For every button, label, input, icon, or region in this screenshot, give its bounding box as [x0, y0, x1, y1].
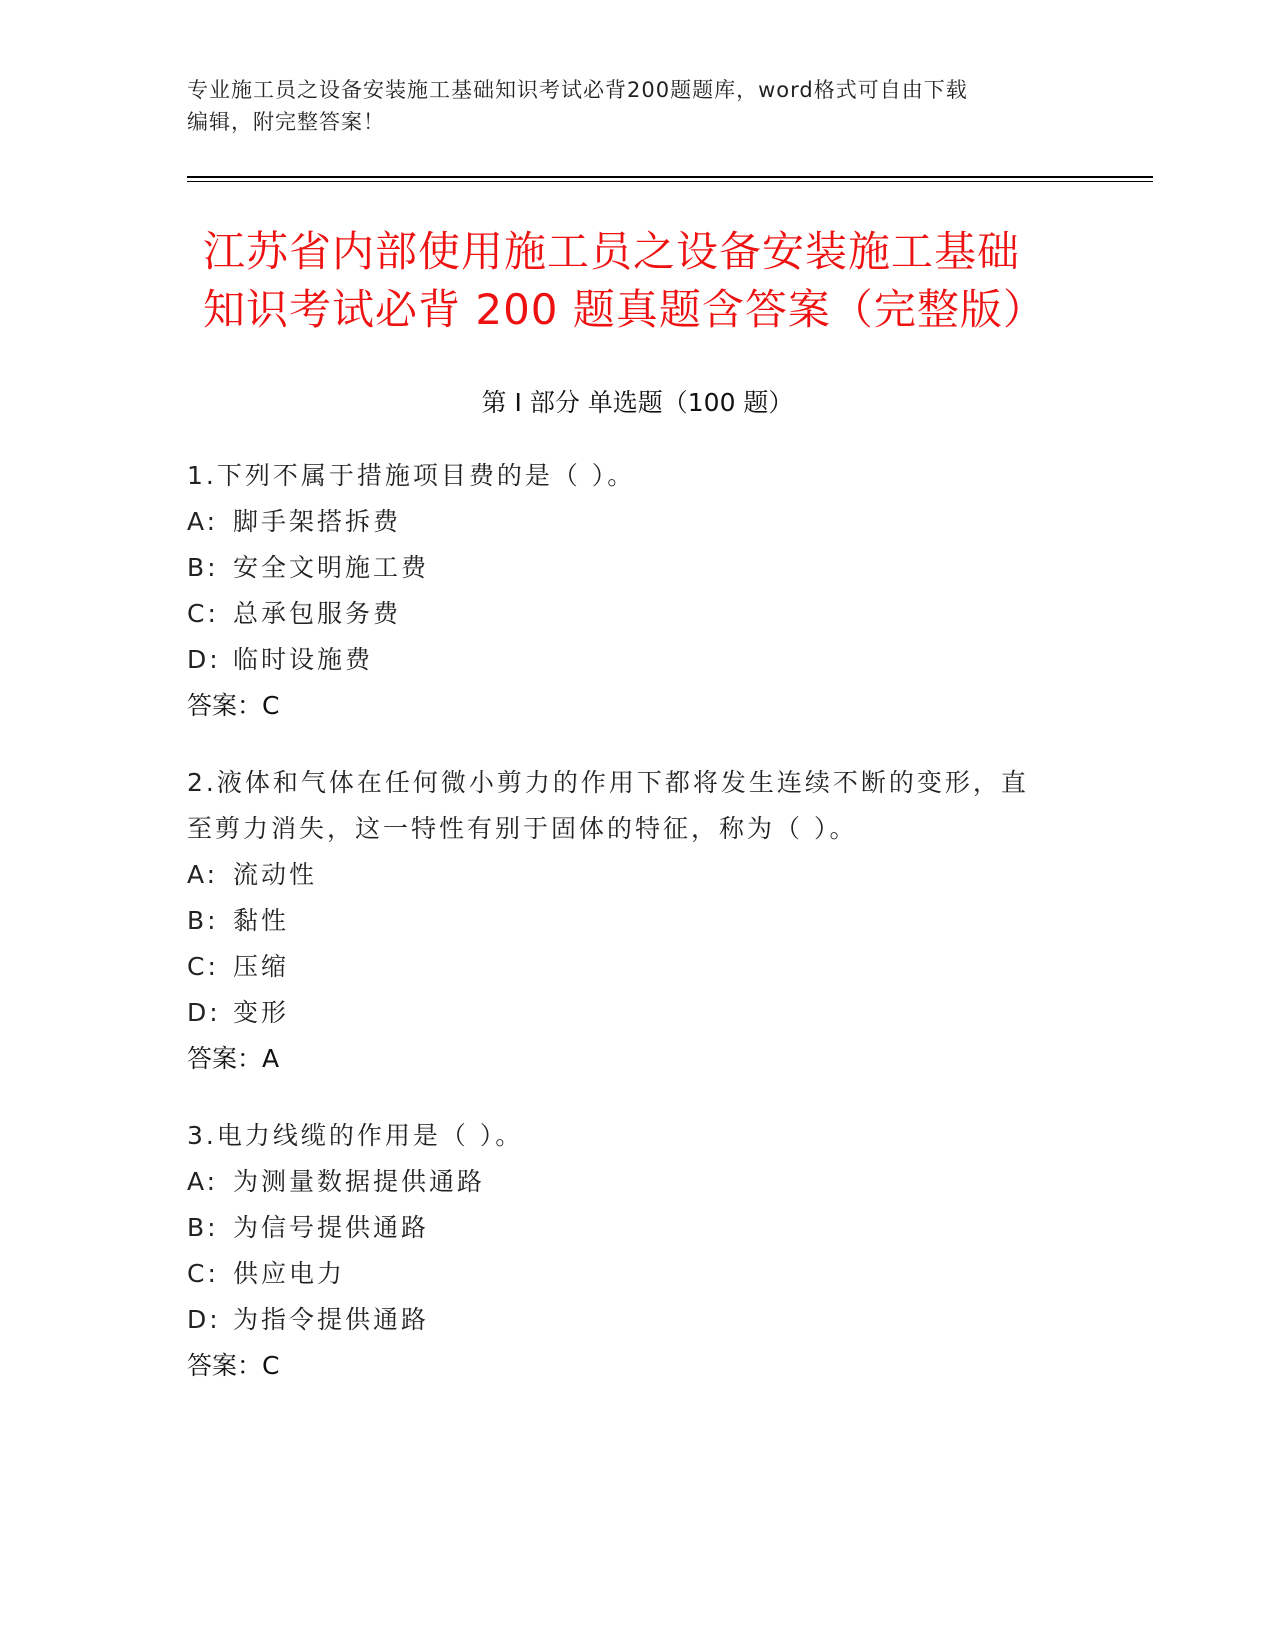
- option-text: 安全文明施工费: [233, 553, 430, 582]
- header-note-line: 专业施工员之设备安装施工基础知识考试必背200题题库，word格式可自由下载: [187, 78, 968, 102]
- option-d: [187, 1297, 1087, 1343]
- option-key: A:: [187, 507, 219, 536]
- option-key: D:: [187, 998, 221, 1027]
- option-b: [187, 898, 1087, 944]
- option-b: [187, 1205, 1087, 1251]
- question-1: [187, 453, 1087, 729]
- option-a: [187, 852, 1087, 898]
- option-text: 流动性: [233, 860, 318, 889]
- option-text: 临时设施费: [233, 645, 374, 674]
- option-key: C:: [187, 1259, 219, 1288]
- answer-line: 答案：C: [187, 1351, 280, 1380]
- option-c: [187, 944, 1087, 990]
- option-text: 供应电力: [233, 1259, 346, 1288]
- option-b: [187, 545, 1087, 591]
- option-c: [187, 591, 1087, 637]
- option-key: B:: [187, 906, 219, 935]
- question-stem: 1.下列不属于措施项目费的是（ ）。: [187, 461, 636, 490]
- answer-line: 答案：C: [187, 691, 280, 720]
- option-a: [187, 499, 1087, 545]
- option-a: [187, 1159, 1087, 1205]
- option-text: 压缩: [233, 952, 290, 981]
- option-key: A:: [187, 860, 219, 889]
- option-key: B:: [187, 1213, 219, 1242]
- option-key: D:: [187, 645, 221, 674]
- option-key: C:: [187, 599, 219, 628]
- question-3: [187, 1113, 1087, 1389]
- document-title-line: 江苏省内部使用施工员之设备安装施工基础: [203, 227, 1021, 276]
- answer-line: 答案：A: [187, 1044, 280, 1073]
- option-text: 变形: [233, 998, 290, 1027]
- question-2: [187, 760, 1087, 1082]
- option-key: A:: [187, 1167, 219, 1196]
- option-text: 为信号提供通路: [233, 1213, 430, 1242]
- option-key: B:: [187, 553, 219, 582]
- header-note-line: 编辑，附完整答案！: [187, 110, 385, 134]
- document-title: [203, 223, 1103, 339]
- option-d: [187, 990, 1087, 1036]
- question-stem: 2.液体和气体在任何微小剪力的作用下都将发生连续不断的变形，直: [187, 768, 1029, 797]
- header-note: [187, 74, 1087, 138]
- option-text: 为指令提供通路: [233, 1305, 430, 1334]
- option-key: D:: [187, 1305, 221, 1334]
- option-text: 黏性: [233, 906, 290, 935]
- header-divider-thin: [187, 181, 1153, 182]
- header-divider-thick: [187, 176, 1153, 178]
- option-text: 脚手架搭拆费: [233, 507, 402, 536]
- option-text: 总承包服务费: [233, 599, 402, 628]
- option-key: C:: [187, 952, 219, 981]
- option-d: [187, 637, 1087, 683]
- document-title-line: 知识考试必背 200 题真题含答案（完整版）: [203, 285, 1046, 334]
- section-heading: 第 I 部分 单选题（100 题）: [481, 388, 794, 417]
- question-stem: 至剪力消失，这一特性有别于固体的特征，称为（ ）。: [187, 814, 858, 843]
- option-c: [187, 1251, 1087, 1297]
- question-stem: 3.电力线缆的作用是（ ）。: [187, 1121, 524, 1150]
- option-text: 为测量数据提供通路: [233, 1167, 486, 1196]
